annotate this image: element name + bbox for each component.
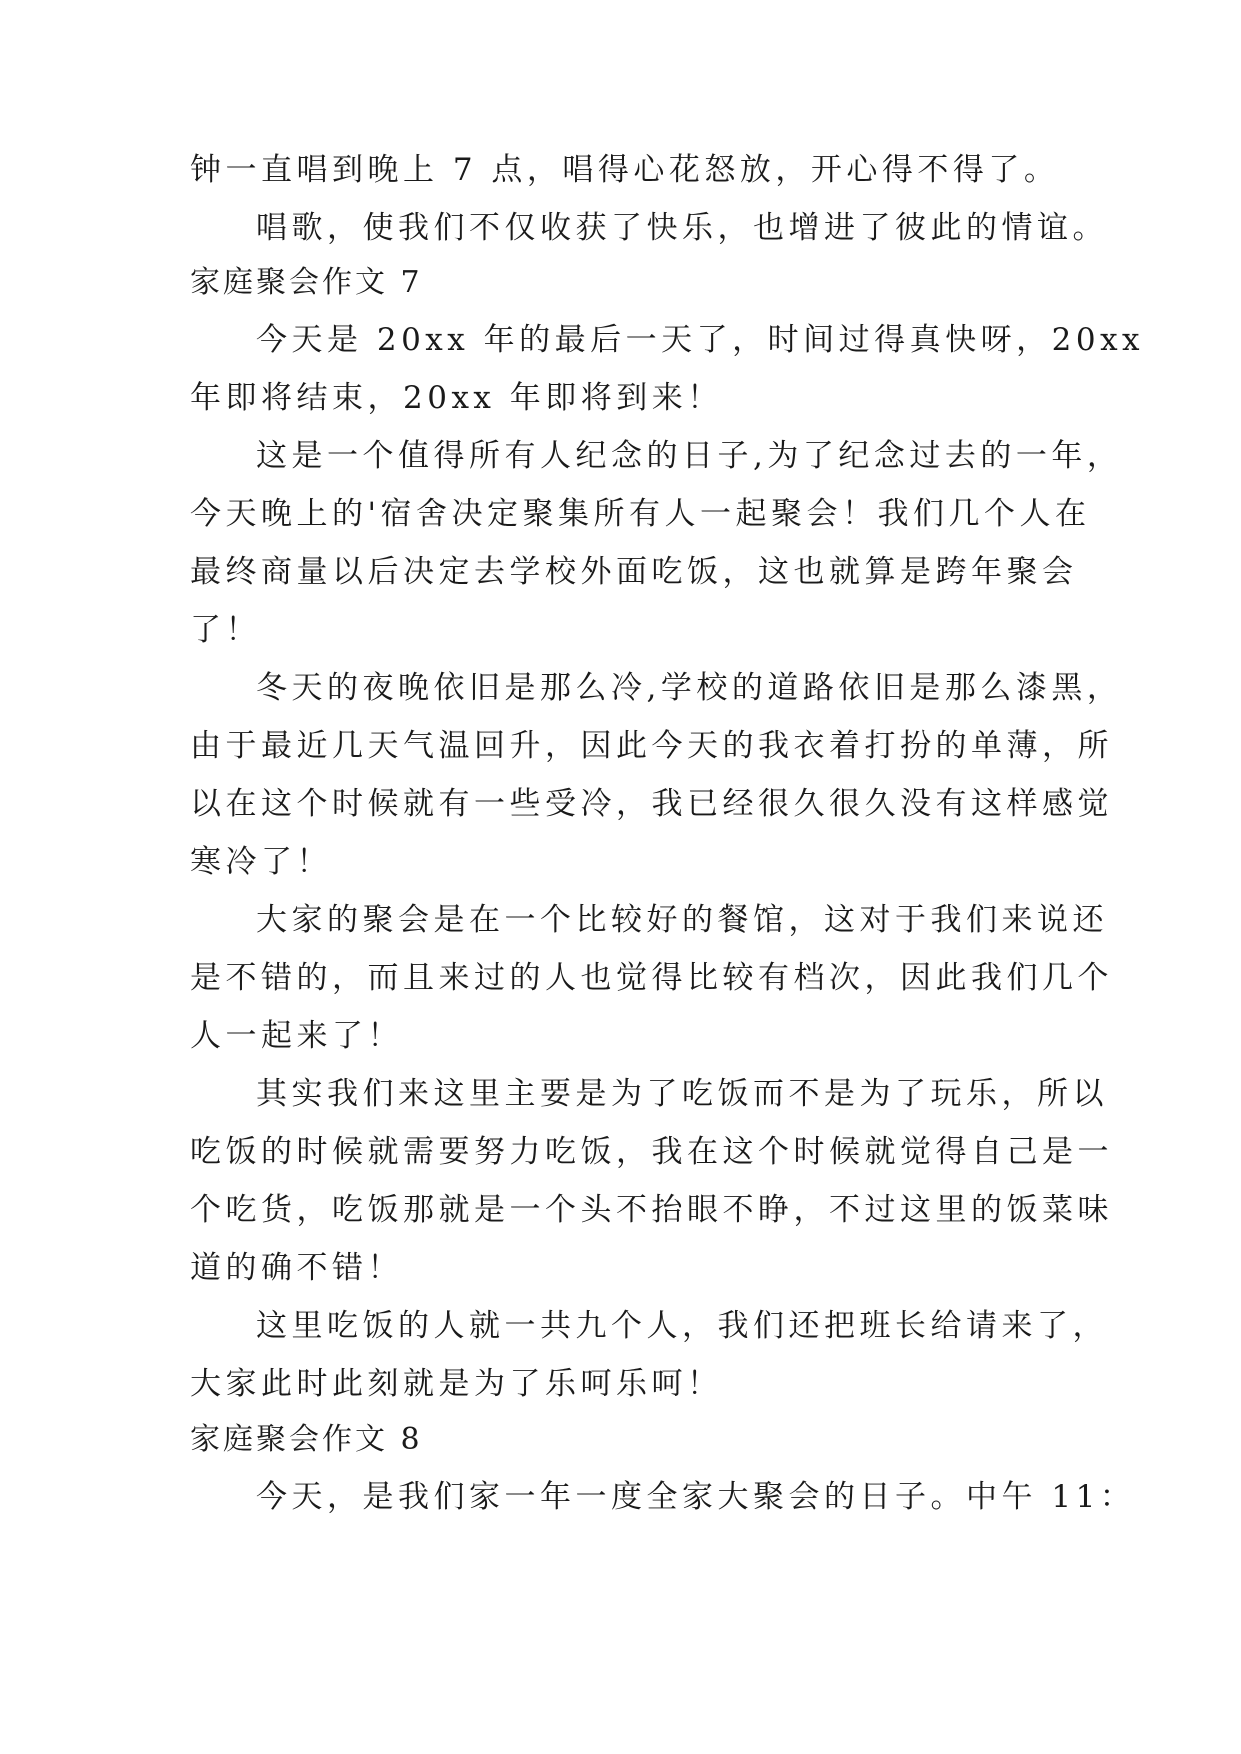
text-line: 年即将结束，20xx 年即将到来！ — [190, 380, 723, 416]
paragraph-first-line: 其实我们来这里主要是为了吃饭而不是为了玩乐，所以 — [256, 1076, 1108, 1112]
text-line: 以在这个时候就有一些受冷，我已经很久很久没有这样感觉 — [190, 786, 1113, 822]
paragraph-first-line: 今天，是我们家一年一度全家大聚会的日子。中午 11： — [256, 1479, 1136, 1515]
text-line: 个吃货，吃饭那就是一个头不抬眼不睁，不过这里的饭菜味 — [190, 1192, 1113, 1228]
paragraph-first-line: 今天是 20xx 年的最后一天了，时间过得真快呀，20xx — [256, 322, 1145, 358]
text-line: 最终商量以后决定去学校外面吃饭，这也就算是跨年聚会 — [190, 554, 1078, 590]
text-line: 大家此时此刻就是为了乐呵乐呵！ — [190, 1366, 723, 1402]
text-line: 由于最近几天气温回升，因此今天的我衣着打扮的单薄，所 — [190, 728, 1113, 764]
paragraph-first-line: 这是一个值得所有人纪念的日子,为了纪念过去的一年， — [256, 438, 1123, 474]
section-heading: 家庭聚会作文 7 — [190, 265, 423, 300]
text-line: 人一起来了！ — [190, 1018, 403, 1054]
paragraph-first-line: 唱歌，使我们不仅收获了快乐，也增进了彼此的情谊。 — [256, 210, 1108, 246]
text-line: 今天晚上的'宿舍决定聚集所有人一起聚会！我们几个人在 — [190, 496, 1091, 532]
text-line: 道的确不错！ — [190, 1250, 403, 1286]
text-line: 是不错的，而且来过的人也觉得比较有档次，因此我们几个 — [190, 960, 1113, 996]
text-line: 吃饭的时候就需要努力吃饭，我在这个时候就觉得自己是一 — [190, 1134, 1113, 1170]
text-line: 了！ — [190, 612, 261, 648]
paragraph-first-line: 冬天的夜晚依旧是那么冷,学校的道路依旧是那么漆黑， — [256, 670, 1123, 706]
paragraph-first-line: 大家的聚会是在一个比较好的餐馆，这对于我们来说还 — [256, 902, 1108, 938]
section-heading: 家庭聚会作文 8 — [190, 1422, 423, 1457]
paragraph-first-line: 这里吃饭的人就一共九个人，我们还把班长给请来了， — [256, 1308, 1108, 1344]
text-line: 寒冷了！ — [190, 844, 332, 880]
text-line: 钟一直唱到晚上 7 点，唱得心花怒放，开心得不得了。 — [190, 152, 1060, 188]
